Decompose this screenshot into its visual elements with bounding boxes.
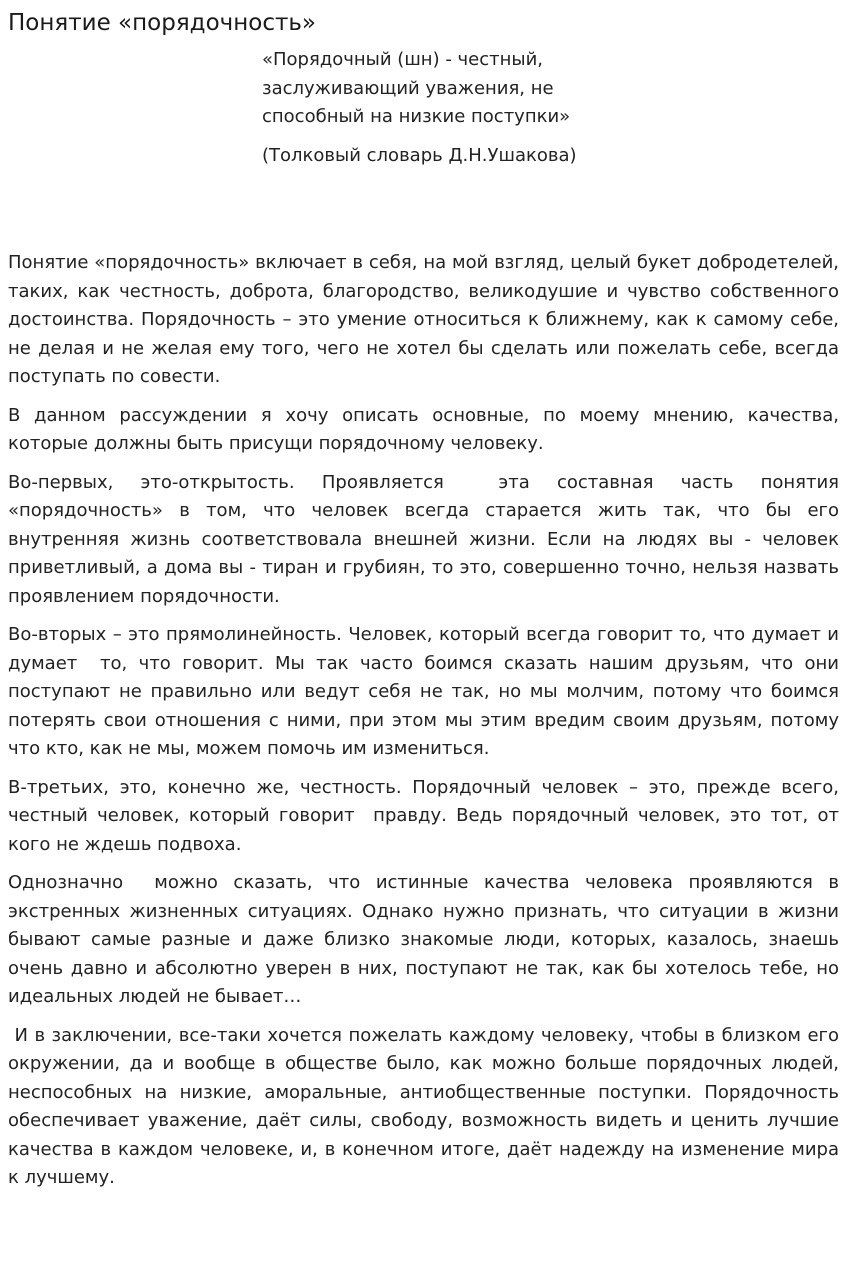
paragraph-openness: Во-первых, это-открытость. Проявляется эта составная часть понятия «порядочность» в том, что человек всегда старается жить так, что бы его внутренняя жизнь соответствовала внешней жизни. Если на людях вы - человек приветливый, а дома вы - тиран и грубиян, то это, совершенно точно, нельзя назвать проявлением порядочности. [8,471,845,607]
epigraph-quote: «Порядочный (шн) - честный, заслуживающий уважения, не способный на низкие поступки» [262,49,571,127]
paragraph-purpose: В данном рассуждении я хочу описать основные, по моему мнению, качества, которые должны быть присущи порядочному человеку. [8,404,845,454]
paragraph-conclusion: И в заключении, все-таки хочется пожелать каждому человеку, чтобы в близком его окружении, да и вообще в обществе было, как можно больше порядочных людей, неспособных на низкие, аморальные, антиобщественные поступки. Порядочность обеспечивает уважение, даёт силы, свободу, возможность видеть и ценить лучшие качества в каждом человеке, и, в конечном итоге, даёт надежду на изменение мира к лучшему. [8,1024,845,1188]
paragraph-straightforwardness: Во-вторых – это прямолинейность. Человек, который всегда говорит то, что думает и думает то, что говорит. Мы так часто боимся сказать нашим друзьям, что они поступают не правильно или ведут себя не так, но мы молчим, потому что боимся потерять свои отношения с ними, при этом мы этим вредим своим друзьям, потому что кто, как не мы, можем помочь им измениться. [8,624,845,759]
essay-body [8,249,845,1203]
paragraph-situations: Однозначно можно сказать, что истинные качества человека проявляются в экстренных жизненных ситуациях. Однако нужно признать, что ситуации в жизни бывают самые разные и даже близко знакомые люди, которых, казалось, знаешь очень давно и абсолютно уверен в них, поступают не так, как бы хотелось тебе, но идеальных людей не бывает… [8,872,845,1007]
epigraph-source: (Толковый словарь Д.Н.Ушакова) [262,144,577,166]
page-title: Понятие «порядочность» [8,10,317,36]
paragraph-honesty: В-третьих, это, конечно же, честность. Порядочный человек – это, прежде всего, честный человек, который говорит правду. Ведь порядочный человек, это тот, от кого не ждешь подвоха. [8,776,845,855]
epigraph [262,46,622,170]
paragraph-intro: Понятие «порядочность» включает в себя, на мой взгляд, целый букет добродетелей, таких, как честность, доброта, благородство, великодушие и чувство собственного достоинства. Порядочность – это умение относиться к ближнему, как к самому себе, не делая и не желая ему того, чего не хотел бы сделать или пожелать себе, всегда поступать по совести. [8,252,845,387]
